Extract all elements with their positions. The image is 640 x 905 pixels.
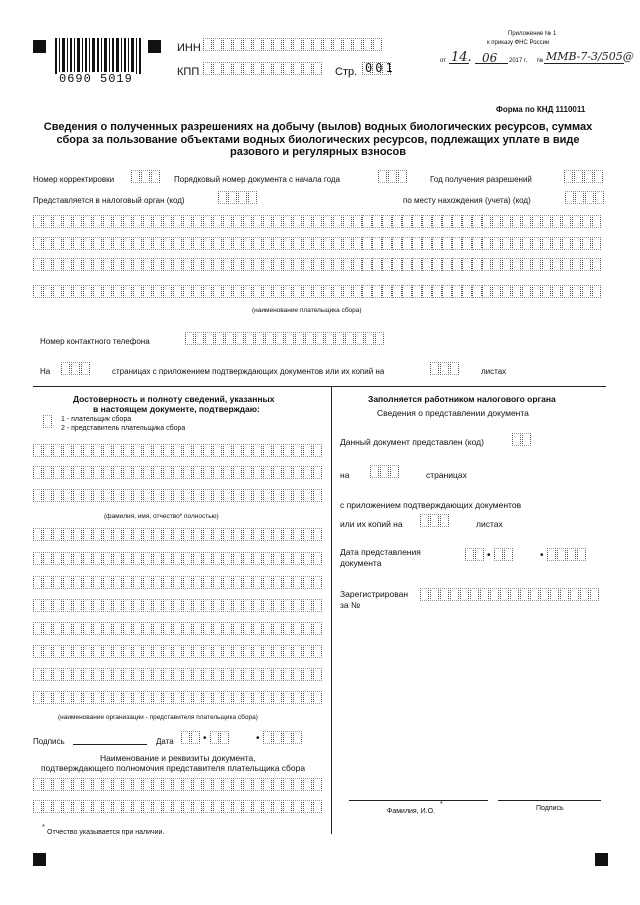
org-row[interactable] — [33, 645, 323, 658]
submitted-code-field[interactable] — [512, 433, 532, 446]
payer-name-caption: (наименование плательщика сбора) — [252, 307, 362, 314]
payer-name-row[interactable] — [33, 258, 602, 271]
officer-name-line[interactable] — [349, 800, 488, 801]
right-pages-field[interactable] — [370, 465, 400, 478]
submission-date-day[interactable] — [465, 548, 485, 561]
officer-name-label: Фамилия, И.О. — [387, 808, 435, 815]
phone-label: Номер контактного телефона — [40, 337, 150, 346]
with-docs-label: с приложением подтверждающих документов — [340, 500, 522, 510]
inn-field[interactable] — [203, 38, 383, 51]
registration-mark — [595, 853, 608, 866]
pages-on-label: На — [40, 367, 51, 376]
asterisk: * — [440, 801, 443, 808]
registration-number-field[interactable] — [420, 588, 600, 601]
submission-date-label-2: документа — [340, 558, 382, 568]
date-separator: • — [487, 550, 491, 561]
kpp-label: КПП — [177, 66, 200, 78]
form-code: Форма по КНД 1110011 — [496, 105, 586, 114]
submission-subheading: Сведения о представлении документа — [377, 408, 529, 418]
order-number: ММВ-7-3/505@ — [546, 50, 634, 63]
permit-year-label: Год получения разрешений — [430, 175, 532, 184]
submission-date-label-1: Дата представления — [340, 547, 421, 557]
on-label: на — [340, 470, 350, 480]
footnote: Отчество указывается при наличии. — [47, 829, 165, 836]
option-representative: 2 - представитель плательщика сбора — [61, 425, 186, 432]
officer-signature-line[interactable] — [498, 800, 601, 801]
org-row[interactable] — [33, 691, 323, 704]
doc-row[interactable] — [33, 800, 323, 813]
appendix-line1: Приложение № 1 — [508, 31, 557, 37]
underline — [544, 63, 624, 64]
pages-count-field[interactable] — [61, 362, 91, 375]
inn-label: ИНН — [177, 42, 201, 54]
date-separator: • — [540, 550, 544, 561]
confirm-type-field[interactable] — [43, 415, 53, 428]
date-separator: • — [203, 733, 207, 744]
registered-label-1: Зарегистрирован — [340, 589, 409, 599]
barcode — [55, 38, 143, 74]
order-month: 06 — [482, 51, 498, 65]
page-label: Стр. — [335, 66, 358, 78]
document-seq-label: Порядковый номер документа с начала года — [174, 175, 341, 184]
confirm-heading-1: Достоверность и полноту сведений, указанных — [73, 394, 275, 404]
correction-number-label: Номер корректировки — [33, 175, 115, 184]
correction-number-field[interactable] — [131, 170, 161, 183]
signature-line[interactable] — [73, 744, 147, 745]
submitted-code-label: Данный документ представлен (код) — [340, 437, 484, 447]
tax-authority-field[interactable] — [218, 191, 258, 204]
fio-row[interactable] — [33, 444, 323, 457]
date-separator: • — [256, 733, 260, 744]
kpp-field[interactable] — [203, 62, 323, 75]
or-copies-label: или их копий на — [340, 519, 403, 529]
org-row[interactable] — [33, 528, 323, 541]
order-no-label: № — [537, 58, 544, 64]
org-row[interactable] — [33, 576, 323, 589]
sheets-label: листах — [481, 367, 507, 376]
payer-name-row[interactable] — [33, 285, 602, 298]
date-day-field[interactable] — [181, 731, 201, 744]
date-month-field[interactable] — [210, 731, 230, 744]
registered-label-2: за № — [340, 600, 361, 610]
appendix-line2: к приказу ФНС России — [487, 40, 550, 46]
underline — [449, 63, 469, 64]
payer-name-row[interactable] — [33, 237, 602, 250]
submission-date-month[interactable] — [494, 548, 514, 561]
underline — [475, 63, 508, 64]
doc-heading-2: подтверждающего полномочия представителя плательщика сбора — [41, 763, 306, 773]
officer-signature-label: Подпись — [536, 805, 564, 812]
org-row[interactable] — [33, 622, 323, 635]
date-year-field[interactable] — [263, 731, 303, 744]
submission-date-year[interactable] — [547, 548, 587, 561]
document-seq-field[interactable] — [378, 170, 408, 183]
column-divider — [331, 386, 332, 834]
org-row[interactable] — [33, 668, 323, 681]
doc-heading-1: Наименование и реквизиты документа, — [100, 753, 256, 763]
date-label: Дата — [156, 737, 174, 746]
order-from-label: от — [440, 58, 446, 64]
order-day: 14. — [451, 50, 472, 65]
tax-officer-heading: Заполняется работником налогового органа — [368, 394, 556, 404]
org-row[interactable] — [33, 599, 323, 612]
org-caption: (наименование организации - представителя плательщика сбора) — [58, 714, 258, 721]
sheets-count-field[interactable] — [430, 362, 460, 375]
right-sheets-field[interactable] — [420, 514, 450, 527]
page-number: 001 — [365, 61, 396, 75]
tax-authority-label: Представляется в налоговый орган (код) — [33, 196, 185, 205]
phone-field[interactable] — [185, 332, 385, 345]
footnote-asterisk: * — [42, 824, 45, 831]
fio-row[interactable] — [33, 466, 323, 479]
registration-mark — [33, 40, 46, 53]
right-sheets-label: листах — [476, 519, 503, 529]
registration-mark — [148, 40, 161, 53]
barcode-number: 0690 5019 — [59, 72, 133, 86]
doc-row[interactable] — [33, 778, 323, 791]
page-title: Сведения о полученных разрешениях на добычу (вылов) водных биологических ресурсов, суммах сбора за пользование объектами водных биологических ресурсов, подлежащих уплате в виде разового и регулярных взносов — [43, 121, 593, 158]
permit-year-field[interactable] — [564, 170, 604, 183]
signature-label: Подпись — [33, 737, 65, 746]
option-payer: 1 - плательщик сбора — [61, 416, 132, 423]
fio-caption: (фамилия, имя, отчество* полностью) — [104, 513, 219, 520]
right-pages-label: страницах — [426, 470, 467, 480]
location-code-field[interactable] — [565, 191, 605, 204]
confirm-heading-2: в настоящем документе, подтверждаю: — [93, 404, 260, 414]
org-row[interactable] — [33, 552, 323, 565]
section-divider — [33, 386, 606, 387]
fio-row[interactable] — [33, 489, 323, 502]
pages-text: страницах с приложением подтверждающих документов или их копий на — [112, 367, 385, 376]
order-year: 2017 г. — [509, 58, 528, 64]
payer-name-row[interactable] — [33, 215, 602, 228]
location-code-label: по месту нахождения (учета) (код) — [403, 196, 531, 205]
registration-mark — [33, 853, 46, 866]
